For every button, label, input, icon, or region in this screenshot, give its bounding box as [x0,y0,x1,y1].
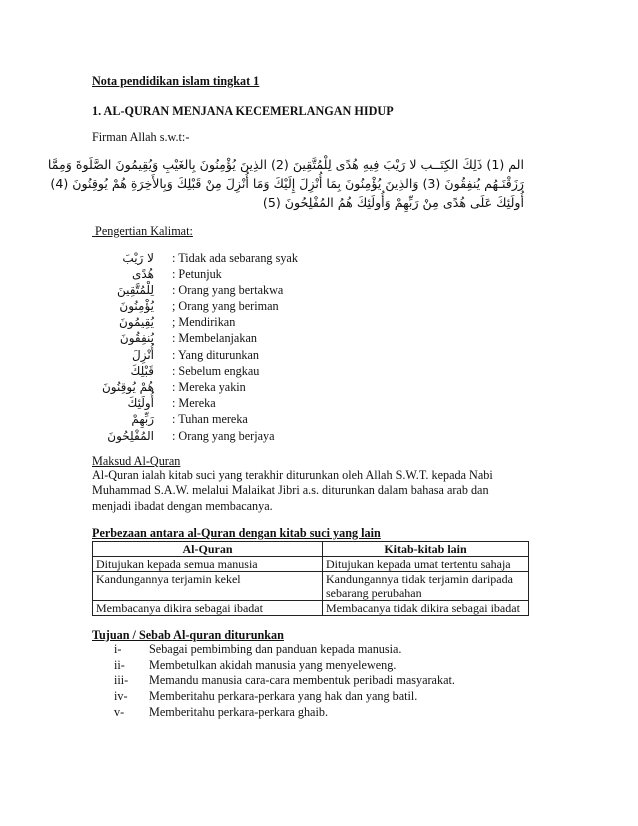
maksud-line: Al-Quran ialah kitab suci yang terakhir diturunkan oleh Allah S.W.T. kepada Nabi [92,467,493,482]
list-item [92,689,528,705]
list-item-number: ii- [114,657,125,672]
table-cell: Membacanya tidak dikira sebagai ibadat [323,601,529,616]
vocabulary-item [92,379,528,395]
vocabulary-meaning: ; Mendirikan [172,315,236,330]
table-row [93,557,529,572]
vocabulary-arabic: المُفْلِحُونَ [107,428,154,443]
vocabulary-item [92,347,528,363]
vocabulary-meaning: : Yang diturunkan [172,347,260,362]
document-page [47,74,528,720]
quran-verse-line: رَزَقْنَـهُم يُنفِقُونَ (3) وَالذِينَ يُؤْمِنُونَ بِمَا أُنْزِلَ إِلَيْكَ وَمَا أُنْزِلَ مِنْ قَبْلِكَ وَبِالأَخِرَةِ هُمْ يُوقِنُونَ (4) [50,175,524,191]
vocabulary-arabic: أُولَئِكَ [127,396,154,411]
table-header-row [93,542,529,557]
table-cell: Kandungannya tidak terjamin daripada sebarang perubahan [323,572,529,601]
list-item-number: v- [114,704,125,719]
list-item-text: Sebagai pembimbing dan panduan kepada manusia. [149,642,402,657]
table-cell: Ditujukan kepada umat tertentu sahaja [323,557,529,572]
vocabulary-item [92,250,528,266]
list-item-number: i- [114,642,122,657]
table-cell: Kandungannya terjamin kekel [93,572,323,601]
quran-verse-line: أُولَئِكَ عَلَى هُدًى مِنْ رَبِّهِمْ وَأُولَئِكَ هُمُ المُفْلِحُونَ (5) [262,194,524,210]
vocabulary-item [92,266,528,282]
vocabulary-arabic: أُنْزِلَ [131,347,154,362]
table-header-cell: Al-Quran [93,542,323,557]
maksud-title: Maksud Al-Quran [92,453,181,468]
vocabulary-meaning: : Tuhan mereka [172,412,248,427]
vocabulary-item [92,363,528,379]
table-cell: Ditujukan kepada semua manusia [93,557,323,572]
maksud-line: Muhammad S.A.W. melalui Malaikat Jibri a.s. diturunkan dalam bahasa arab dan [92,483,489,498]
vocabulary-meaning: : Orang yang bertakwa [172,282,284,297]
list-item-number: iv- [114,689,128,704]
vocabulary-meaning: : Tidak ada sebarang syak [172,250,298,265]
quran-verse [47,155,524,212]
intro-text: Firman Allah s.w.t:- [92,130,190,144]
list-item [92,705,528,721]
vocabulary-arabic: لا رَيْبَ [122,250,154,265]
list-item [92,642,528,658]
vocabulary-arabic: يُنفِقُونَ [119,331,154,346]
vocabulary-arabic: رَبِّهِمْ [131,412,154,427]
table-header-cell: Kitab-kitab lain [323,542,529,557]
vocabulary-item [92,314,528,330]
vocabulary-item [92,298,528,314]
vocabulary-meaning: : Petunjuk [172,266,222,281]
vocabulary-item [92,395,528,411]
vocabulary-arabic: قَبْلِكَ [130,363,154,378]
vocabulary-arabic: يُؤْمِنُونَ [119,299,154,314]
list-item-text: Memberitahu perkara-perkara yang hak dan yang batil. [149,689,418,704]
vocabulary-meaning: : Orang yang berjaya [172,428,275,443]
pengertian-title-text: Pengertian Kalimat: [95,223,193,238]
list-item [92,673,528,689]
document-title: Nota pendidikan islam tingkat 1 [92,74,260,88]
vocabulary-item [92,411,528,427]
vocabulary-arabic: هُمْ يُوقِنُونَ [101,380,154,394]
table-cell: Membacanya dikira sebagai ibadat [93,601,323,616]
maksud-line: menjadi ibadat dengan membacanya. [92,498,273,513]
vocabulary-meaning: : Sebelum engkau [172,363,260,378]
table-row [93,572,529,601]
vocabulary-arabic: يُقِيمُونَ [119,315,154,330]
list-item-number: iii- [114,673,129,688]
vocabulary-list [92,250,528,444]
vocabulary-meaning: : Mereka [172,396,216,411]
quran-verse-line: الم (1) ذَلِكَ الكِتَــب لا رَيْبَ فِيهِ هُدًى لِلْمُتَّقِينَ (2) الذِينَ يُؤْمِنُونَ بِالغَيْبِ وَيُقِيمُونَ الصَّلَوةَ وَمِمَّا [47,156,524,172]
list-item-text: Memandu manusia cara-cara membentuk peribadi masyarakat. [149,673,455,688]
list-item-text: Memberitahu perkara-perkara ghaib. [149,704,328,719]
vocabulary-item [92,282,528,298]
list-item [92,658,528,674]
tujuan-title: Tujuan / Sebab Al-quran diturunkan [92,628,284,643]
vocabulary-item [92,330,528,346]
vocabulary-meaning: ; Orang yang beriman [172,299,279,314]
comparison-table [92,541,529,616]
vocabulary-item [92,428,528,444]
list-item-text: Membetulkan akidah manusia yang menyeleweng. [149,657,397,672]
table-row [93,601,529,616]
tujuan-list [92,642,528,720]
vocabulary-meaning: : Membelanjakan [172,331,257,346]
maksud-body [92,468,528,515]
vocabulary-arabic: لِلْمُتَّقِينَ [116,282,154,297]
perbezaan-title: Perbezaan antara al-Quran dengan kitab suci yang lain [92,526,381,541]
vocabulary-arabic: هُدًى [131,266,154,281]
pengertian-title [92,224,528,238]
vocabulary-meaning: : Mereka yakin [172,380,246,394]
section-title: 1. AL-QURAN MENJANA KECEMERLANGAN HIDUP [92,104,394,118]
